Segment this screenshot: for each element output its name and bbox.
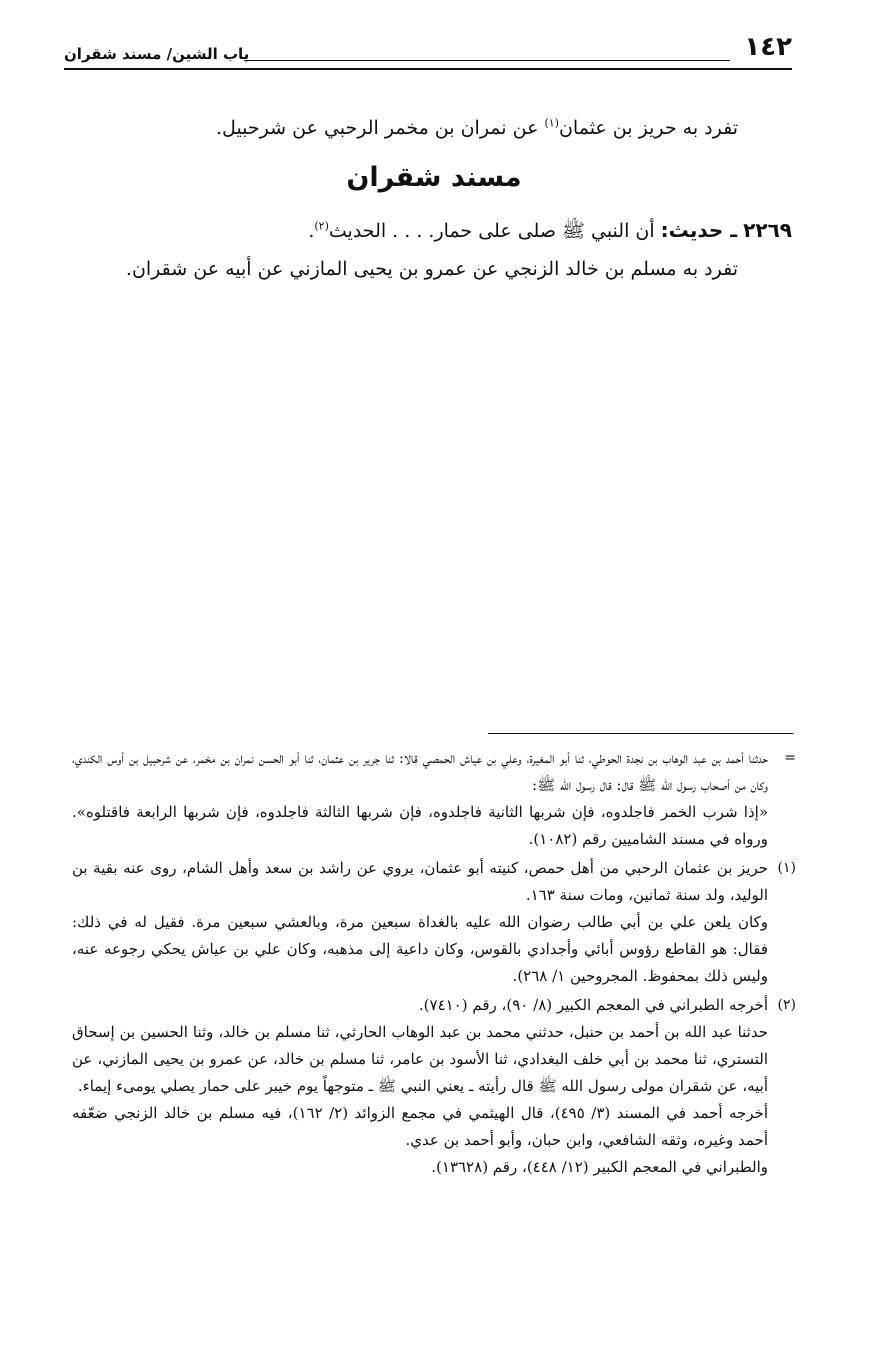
- footnote-1: [72, 855, 796, 990]
- footnote-line: حريز بن عثمان الرحبي من أهل حمص، كنيته أبو عثمان، يروي عن راشد بن سعد وأهل الشام، روى عنه بقية بن الوليد، ولد سنة ثمانين، ومات سنة ١٦٣.: [72, 859, 768, 904]
- footnote-line: حدثنا أحمد بن عبد الوهاب بن نجدة الحوطي، ثنا أبو المغيرة، وعلي بن عياش الحمصي قالا: ثنا جرير بن عثمان، ثنا أبو الحسن نمران بن مخمر، عن شرحبيل بن أوس الكندي، وكان من أصحاب رسول الله ﷺ قال: قال رسول الله ﷺ:: [72, 749, 768, 794]
- footnote-2-marker: (٢): [777, 997, 796, 1013]
- footnote-line: أخرجه الطبراني في المعجم الكبير (٨/ ٩٠)، رقم (٧٤١٠).: [418, 996, 768, 1014]
- hadith-end: .: [308, 220, 315, 242]
- continuation-marker: =: [784, 750, 796, 766]
- footnote-continuation: [72, 745, 796, 853]
- footnote-ref-2: (٢): [314, 219, 329, 233]
- hadith-label: ـ حديث:: [660, 218, 738, 242]
- hadith-entry: [62, 214, 796, 247]
- section-heading: مسند شقران: [346, 162, 522, 193]
- footnote-separator: [488, 733, 793, 734]
- header-rule-thin: [244, 60, 730, 61]
- footnote-2: [72, 992, 796, 1181]
- hadith-number: ٢٢٦٩: [743, 218, 792, 242]
- footnote-line: أخرجه أحمد في المسند (٣/ ٤٩٥)، قال الهيثمي في مجمع الزوائد (٢/ ١٦٢)، فيه مسلم بن خالد الزنجي ضعّفه أحمد وغيره، وثقه الشافعي، وابن حبان، وأبو أحمد بن عدي.: [72, 1104, 768, 1149]
- narration-paragraph: تفرد به مسلم بن خالد الزنجي عن عمرو بن يحيى المازني عن أبيه عن شقران.: [125, 258, 738, 280]
- footnote-line: والطبراني في المعجم الكبير (١٢/ ٤٤٨)، رقم (١٣٦٢٨).: [431, 1158, 768, 1176]
- main-text: [62, 112, 796, 285]
- footnote-line: «إذا شرب الخمر فاجلدوه، فإن شربها الثانية فاجلدوه، فإن شربها الثالثة فاجلدوه، فإن شربها الرابعة فاقتلوه». ورواه في مسند الشاميين رقم (١٠٨٢).: [72, 803, 769, 848]
- intro-paragraph: [62, 112, 796, 144]
- footnote-line: وكان يلعن علي بن أبي طالب رضوان الله عليه بالغداة سبعين مرة، وبالعشي سبعين مرة. فقيل له في ذلك: فقال: هو القاطع رؤوس أبائي وأجدادي بالقوس، وكان داعية إلى مذهبه، وكان علي بن عياش يحكي رجوعه عنه، وليس ذلك بمحفوظ. المجروحين ١/ ٢٦٨).: [72, 913, 768, 985]
- footnote-ref-1: (١): [544, 116, 559, 130]
- footnote-line: حدثنا عبد الله بن أحمد بن حنبل، حدثني محمد بن عبد الوهاب الحارثي، ثنا مسلم بن خالد، وثنا الحسين بن إسحاق التستري، ثنا محمد بن أبي خلف البغدادي، ثنا الأسود بن عامر، ثنا مسلم بن خالد، عن عمرو بن يحيى المازني، عن أبيه، عن شقران مولى رسول الله ﷺ قال رأيته ـ يعني النبي ﷺ ـ متوجهاً يوم خيبر على حمار يصلي يومىء إيماء.: [72, 1023, 768, 1095]
- footnotes: [72, 745, 796, 1183]
- running-title: باب الشين/ مسند شقران: [64, 45, 250, 63]
- hadith-text: أن النبي ﷺ صلى على حمار. . . . الحديث: [328, 220, 661, 242]
- footnote-1-marker: (١): [777, 860, 796, 876]
- page-number: ١٤٢: [744, 32, 792, 62]
- running-header: [64, 30, 792, 80]
- header-rule: [64, 68, 792, 70]
- intro-text: تفرد به حريز بن عثمان: [558, 117, 738, 139]
- intro-rest: عن نمران بن مخمر الرحبي عن شرحبيل.: [216, 117, 545, 139]
